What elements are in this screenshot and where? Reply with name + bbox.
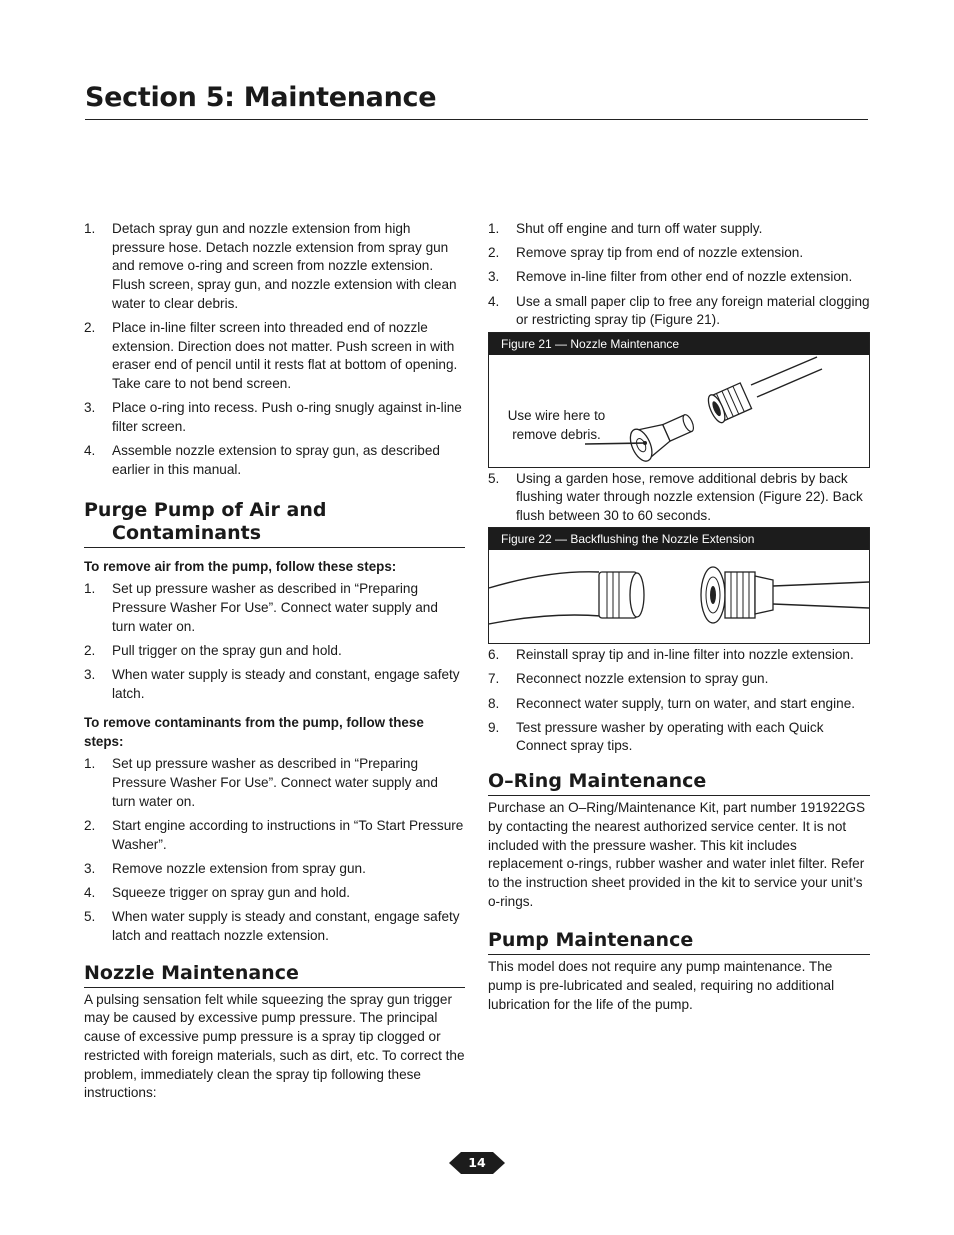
step-item (84, 220, 465, 314)
step-item (488, 719, 870, 756)
step-item (488, 293, 870, 330)
oring-maintenance-heading: O–Ring Maintenance (488, 770, 870, 796)
step-item (488, 268, 870, 287)
backflush-illustration (489, 550, 869, 643)
step-text: Place in-line filter screen into threaded end of nozzle extension. Direction does not matter. Push screen in with eraser end of pencil until it rests flat at bottom of opening. Take care to not bend screen. (112, 320, 458, 392)
step-item (84, 860, 465, 879)
step-item (488, 220, 870, 239)
step-item (84, 908, 465, 945)
step-number: 2. (84, 320, 96, 336)
nozzle-maintenance-text: A pulsing sensation felt while squeezing the spray gun trigger may be caused by excessive pump pressure. The principal cause of excessive pump pressure is a spray tip clogged or restricted with foreign materials, such as dirt, etc. To correct the problem, immediately clean the spray tip following these instructions: (84, 991, 465, 1101)
step-text: Set up pressure washer as described in “Preparing Pressure Washer For Use”. Connect water supply and turn water on. (112, 581, 438, 634)
step-number: 1. (488, 221, 500, 236)
step-number: 7. (488, 671, 500, 687)
step-text: Detach spray gun and nozzle extension from high pressure hose. Detach nozzle extension from spray gun and remove o-ring and screen from nozzle extension. Flush screen, spray gun, and nozzle extension with clean water to clear debris. (112, 221, 457, 311)
nozzle-maintenance-heading: Nozzle Maintenance (84, 962, 465, 988)
figure-21-caption: Figure 21 — Nozzle Maintenance (489, 333, 869, 355)
step-number: 1. (84, 756, 96, 772)
cleaning-steps-list (84, 220, 465, 480)
page-title: Section 5: Maintenance (85, 82, 437, 113)
step-text: Using a garden hose, remove additional debris by back flushing water through nozzle extension (Figure 22). Back flush between 30 to 60 seconds. (516, 470, 863, 523)
step-number: 1. (84, 221, 96, 236)
nozzle-steps-list-b (488, 470, 870, 526)
step-item (84, 666, 465, 703)
step-number: 5. (84, 909, 96, 925)
step-number: 4. (488, 293, 500, 309)
step-text: Remove nozzle extension from spray gun. (112, 860, 366, 876)
step-number: 5. (488, 470, 500, 486)
step-text: Assemble nozzle extension to spray gun, as described earlier in this manual. (112, 443, 440, 477)
step-item (84, 755, 465, 811)
remove-air-steps-list (84, 580, 465, 703)
step-text: Reinstall spray tip and in-line filter into nozzle extension. (516, 647, 854, 663)
step-text: Reconnect water supply, turn on water, and start engine. (516, 695, 856, 711)
step-number: 4. (84, 443, 96, 459)
remove-contaminants-steps-list (84, 755, 465, 945)
figure-22-caption: Figure 22 — Backflushing the Nozzle Extension (489, 528, 869, 550)
step-number: 1. (84, 581, 96, 597)
nozzle-steps-list-a (488, 220, 870, 330)
step-text: Remove in-line filter from other end of nozzle extension. (516, 269, 853, 285)
page-number: 14 (468, 1155, 486, 1170)
figure-22 (488, 527, 870, 644)
step-item (84, 319, 465, 394)
step-item (84, 399, 465, 436)
figure-21 (488, 332, 870, 468)
step-text: When water supply is steady and constant, engage safety latch and reattach nozzle extension. (112, 909, 460, 943)
step-item (84, 817, 465, 854)
pump-maintenance-text: This model does not require any pump maintenance. The pump is pre-lubricated and sealed, requiring no additional lubrication for the life of the pump. (488, 959, 835, 1012)
page-number-badge (449, 1150, 505, 1176)
step-number: 3. (488, 269, 500, 285)
purge-pump-heading: Purge Pump of Air and Contaminants (84, 499, 465, 548)
step-text: Place o-ring into recess. Push o-ring snugly against in-line filter screen. (112, 400, 462, 435)
right-column (488, 220, 870, 1014)
step-number: 2. (84, 642, 96, 658)
step-item (488, 646, 870, 665)
step-number: 6. (488, 647, 500, 663)
oring-maintenance-text: Purchase an O–Ring/Maintenance Kit, part number 191922GS by contacting the nearest authorized service center. It is not included with the pressure washer. This kit includes replacement o-rings, rubber washer and water inlet filter. Refer to the instruction sheet provided in the kit to service your unit’s o-rings. (488, 800, 866, 909)
step-text: Squeeze trigger on spray gun and hold. (112, 885, 351, 901)
step-item (84, 580, 465, 636)
step-number: 3. (84, 400, 96, 416)
remove-air-subheading: To remove air from the pump, follow these steps: (84, 558, 397, 574)
step-text: Start engine according to instructions in “To Start Pressure Washer”. (112, 817, 464, 852)
left-column (84, 220, 465, 1103)
pump-maintenance-heading: Pump Maintenance (488, 929, 870, 955)
step-item (488, 670, 870, 689)
step-text: When water supply is steady and constant, engage safety latch. (112, 666, 460, 701)
remove-contaminants-subheading: To remove contaminants from the pump, follow these steps: (84, 715, 424, 749)
step-number: 3. (84, 666, 96, 682)
step-text: Remove spray tip from end of nozzle extension. (516, 245, 804, 261)
step-text: Reconnect nozzle extension to spray gun. (516, 671, 769, 687)
step-text: Set up pressure washer as described in “Preparing Pressure Washer For Use”. Connect water supply and turn water on. (112, 756, 438, 809)
step-text: Shut off engine and turn off water supply. (516, 221, 763, 236)
step-number: 2. (488, 245, 500, 261)
step-number: 9. (488, 719, 500, 735)
step-item (84, 442, 465, 479)
title-divider (85, 119, 868, 120)
step-item (84, 642, 465, 661)
step-item (488, 244, 870, 263)
step-number: 4. (84, 885, 96, 901)
step-item (488, 695, 870, 714)
nozzle-steps-list-c (488, 646, 870, 756)
step-number: 2. (84, 817, 96, 833)
step-text: Use a small paper clip to free any foreign material clogging or restricting spray tip (Figure 21). (516, 293, 870, 328)
figure-21-label: Use wire here to remove debris. (507, 407, 606, 442)
step-number: 3. (84, 860, 96, 876)
step-number: 8. (488, 695, 500, 711)
step-text: Test pressure washer by operating with each Quick Connect spray tips. (516, 719, 824, 754)
step-item (84, 884, 465, 903)
step-text: Pull trigger on the spray gun and hold. (112, 642, 342, 658)
step-item (488, 470, 870, 526)
